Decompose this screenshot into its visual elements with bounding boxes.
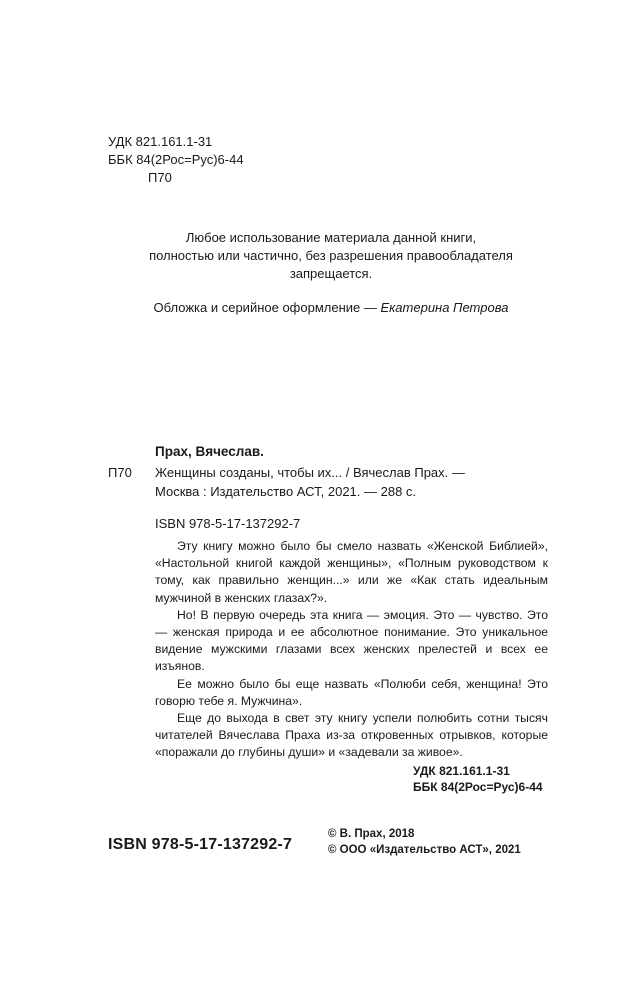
classification-bottom [413,763,543,795]
cover-credit [108,299,554,317]
bibliographic-isbn: ISBN 978-5-17-137292-7 [155,516,301,531]
rights-notice-line: Любое использование материала данной книги, [185,230,477,245]
cover-credit-label: Обложка и серийное оформление — [153,300,381,315]
udk-code: УДК 821.161.1-31 [108,134,213,149]
copyright-author: © В. Прах, 2018 [328,828,415,840]
copyright-publisher: © ООО «Издательство АСТ», 2021 [328,844,521,856]
classification-top [108,133,244,187]
annotation [155,538,548,762]
rights-notice [108,229,554,283]
bbk-code-bottom: ББК 84(2Рос=Рус)6-44 [413,780,543,794]
rights-notice-line: запрещается. [289,266,373,281]
bibliographic-imprint-line: Москва : Издательство АСТ, 2021. — 288 с. [155,484,417,499]
author-mark: П70 [148,170,172,185]
bibliographic-author: Прах, Вячеслав. [155,444,264,459]
annotation-paragraph: Эту книгу можно было бы смело назвать «Женской Библией», «Настольной книгой каждой женщины», «Полным руководством к тому, как правильно женщин...» или же «Как стать идеальным мужчиной в женских глазах?». [155,539,548,605]
annotation-paragraph: Но! В первую очередь эта книга — эмоция. Это — чувство. Это — женская природа и ее абсолютное понимание. Это уникальное видение мужскими глазами всех женских прелестей и всех ее изъянов. [155,607,548,674]
annotation-paragraph: Ее можно было бы еще назвать «Полюби себя, женщина! Это говорю тебе я. Мужчина». [155,676,548,708]
footer-isbn: ISBN 978-5-17-137292-7 [108,836,293,853]
bibliographic-title-line: Женщины созданы, чтобы их... / Вячеслав Прах. — [155,465,465,480]
bibliographic-code: П70 [108,465,132,480]
rights-notice-line: полностью или частично, без разрешения правообладателя [149,248,513,263]
cover-designer: Екатерина Петрова [380,300,509,315]
copyright-block [328,826,521,858]
bbk-code: ББК 84(2Рос=Рус)6-44 [108,152,244,167]
bibliographic-record [155,463,575,501]
udk-code-bottom: УДК 821.161.1-31 [413,764,510,778]
annotation-paragraph: Еще до выхода в свет эту книгу успели полюбить сотни тысяч читателей Вячеслава Праха из-за откровенных отрывков, которые «поражали до глубины души» и «задевали за живое». [155,711,548,760]
